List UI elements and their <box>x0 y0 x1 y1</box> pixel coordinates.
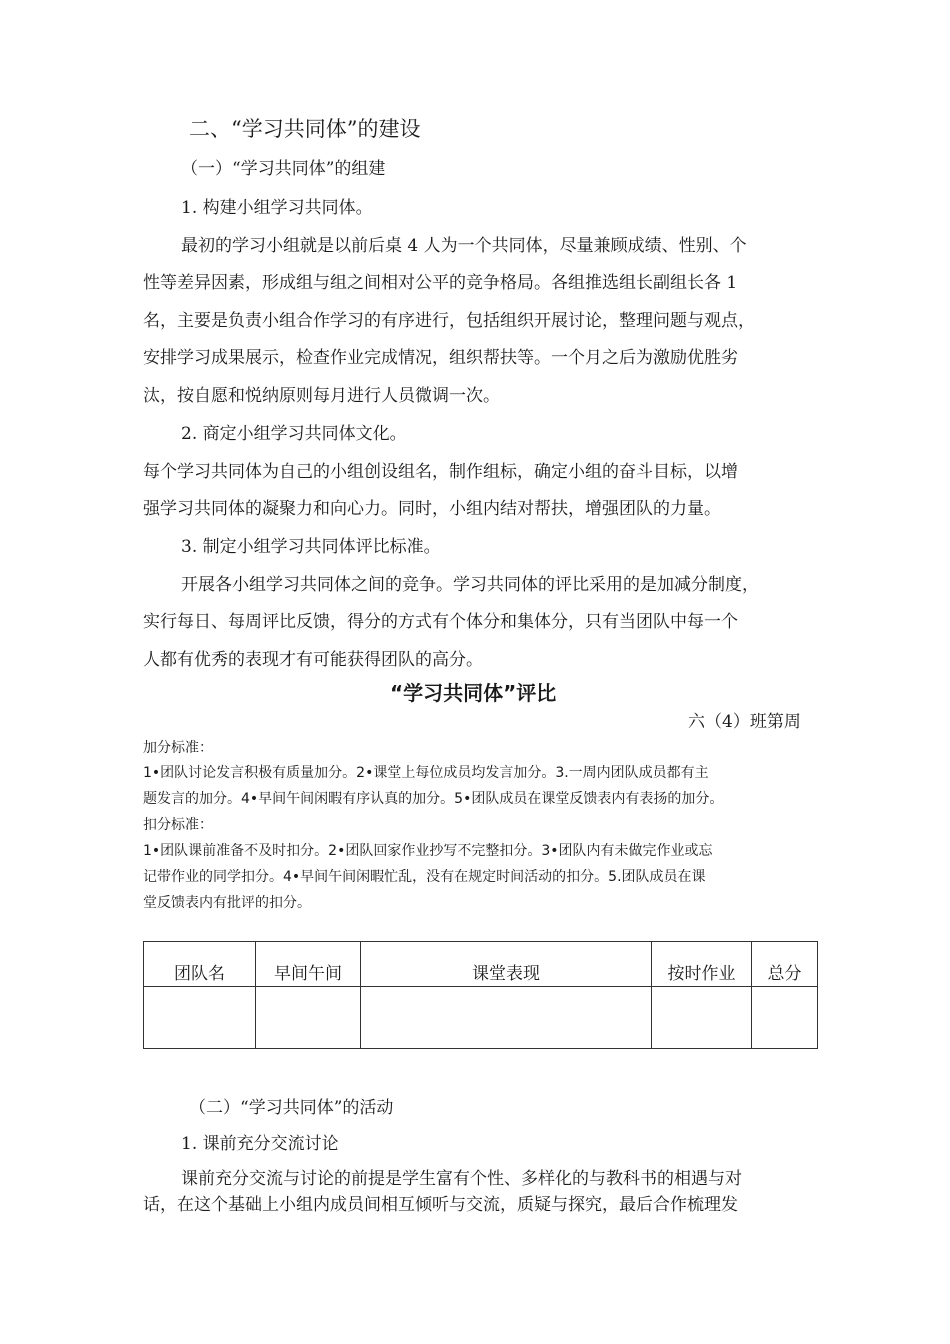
form-class-week: 六（4）班第周 <box>688 712 801 732</box>
table-cell <box>361 987 652 1049</box>
table-header-team: 团队名 <box>144 942 256 987</box>
table-cell <box>256 987 361 1049</box>
item-3-title: 3. 制定小组学习共同体评比标准。 <box>181 537 441 557</box>
table-header-total: 总分 <box>752 942 818 987</box>
bonus-label: 加分标准： <box>143 740 213 756</box>
item-1-line-5: 汰，按自愿和悦纳原则每月进行人员微调一次。 <box>143 386 500 406</box>
item-1-line-4: 安排学习成果展示，检查作业完成情况，组织帮扶等。一个月之后为激励优胜劣 <box>143 348 738 368</box>
item-2-line-1: 每个学习共同体为自己的小组创设组名，制作组标，确定小组的奋斗目标，以增 <box>143 462 738 482</box>
penalty-label: 扣分标准： <box>143 817 213 833</box>
item-2-title: 2. 商定小组学习共同体文化。 <box>181 424 407 444</box>
table-cell <box>144 987 256 1049</box>
item-3-line-3: 人都有优秀的表现才有可能获得团队的高分。 <box>143 650 483 670</box>
bonus-line-2: 题发言的加分。4•早间午间闲暇有序认真的加分。5•团队成员在课堂反馈表内有表扬的加分。 <box>143 791 724 807</box>
score-table <box>143 941 818 1049</box>
activity-1-title: 1. 课前充分交流讨论 <box>181 1134 339 1154</box>
table-header-row <box>144 942 818 987</box>
bonus-line-1: 1•团队讨论发言积极有质量加分。2•课堂上每位成员均发言加分。3.一周内团队成员都有主 <box>143 765 709 781</box>
item-3-line-2: 实行每日、每周评比反馈，得分的方式有个体分和集体分，只有当团队中每一个 <box>143 612 738 632</box>
table-row <box>144 987 818 1049</box>
section-title: 二、“学习共同体”的建设 <box>189 117 421 141</box>
item-1-line-1: 最初的学习小组就是以前后桌 4 人为一个共同体，尽量兼顾成绩、性别、个 <box>181 236 747 256</box>
table-header-class-performance: 课堂表现 <box>361 942 652 987</box>
activity-1-line-1: 课前充分交流与讨论的前提是学生富有个性、多样化的与教科书的相遇与对 <box>181 1169 742 1189</box>
table-header-break-time: 早间午间 <box>256 942 361 987</box>
penalty-line-1: 1•团队课前准备不及时扣分。2•团队回家作业抄写不完整扣分。3•团队内有未做完作业或忘 <box>143 843 713 859</box>
table-header-homework: 按时作业 <box>652 942 752 987</box>
penalty-line-3: 堂反馈表内有批评的扣分。 <box>143 895 311 911</box>
subsection-title-2: （二）“学习共同体”的活动 <box>189 1098 394 1118</box>
penalty-line-2: 记带作业的同学扣分。4•早间午间闲暇忙乱，没有在规定时间活动的扣分。5.团队成员在课 <box>143 869 706 885</box>
activity-1-line-2: 话，在这个基础上小组内成员间相互倾听与交流，质疑与探究，最后合作梳理发 <box>143 1195 738 1215</box>
item-1-line-3: 名，主要是负责小组合作学习的有序进行，包括组织开展讨论，整理问题与观点， <box>143 311 755 331</box>
item-3-line-1: 开展各小组学习共同体之间的竞争。学习共同体的评比采用的是加减分制度， <box>181 575 759 595</box>
table-cell <box>752 987 818 1049</box>
item-1-line-2: 性等差异因素，形成组与组之间相对公平的竞争格局。各组推选组长副组长各 1 <box>143 273 738 293</box>
form-title: “学习共同体”评比 <box>390 681 557 705</box>
item-1-title: 1. 构建小组学习共同体。 <box>181 198 373 218</box>
table-cell <box>652 987 752 1049</box>
item-2-line-2: 强学习共同体的凝聚力和向心力。同时，小组内结对帮扶，增强团队的力量。 <box>143 499 721 519</box>
subsection-title-1: （一）“学习共同体”的组建 <box>181 159 386 179</box>
